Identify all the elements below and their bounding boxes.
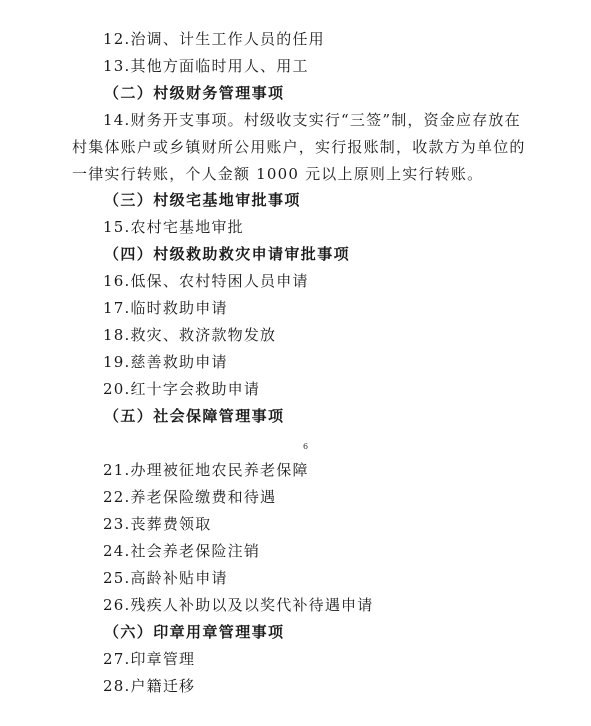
section-heading: （四）村级救助救灾申请审批事项	[104, 245, 351, 263]
section-heading: （五）社会保障管理事项	[104, 407, 285, 425]
section-heading: （六）印章用章管理事项	[104, 623, 285, 641]
list-item: 25.高龄补贴申请	[103, 569, 228, 587]
list-item: 24.社会养老保险注销	[103, 542, 261, 560]
list-item: 28.户籍迁移	[103, 677, 196, 695]
list-item: 16.低保、农村特困人员申请	[103, 272, 309, 290]
section-heading: （二）村级财务管理事项	[104, 84, 285, 102]
list-item: 20.红十字会救助申请	[103, 380, 261, 398]
list-item: 17.临时救助申请	[103, 299, 228, 317]
list-item: 13.其他方面临时用人、用工	[103, 57, 309, 75]
list-item: 12.治调、计生工作人员的任用	[103, 30, 325, 48]
list-item: 19.慈善救助申请	[103, 353, 228, 371]
list-item: 22.养老保险缴费和待遇	[103, 488, 277, 506]
paragraph-line: 一律实行转账，个人金额 1000 元以上原则上实行转账。	[72, 165, 484, 183]
paragraph-line: 村集体账户或乡镇财所公用账户，实行报账制，收款方为单位的	[72, 138, 526, 156]
list-item: 26.残疾人补助以及以奖代补待遇申请	[103, 596, 374, 614]
list-item: 15.农村宅基地审批	[103, 218, 244, 236]
list-item: 23.丧葬费领取	[103, 515, 212, 533]
section-heading: （三）村级宅基地审批事项	[104, 191, 301, 209]
list-item: 18.救灾、救济款物发放	[103, 326, 277, 344]
list-item: 27.印章管理	[103, 650, 196, 668]
list-item: 21.办理被征地农民养老保障	[103, 461, 309, 479]
paragraph-line: 14.财务开支事项。村级收支实行“三签”制，资金应存放在	[103, 111, 521, 129]
page-number: 6	[303, 442, 309, 451]
